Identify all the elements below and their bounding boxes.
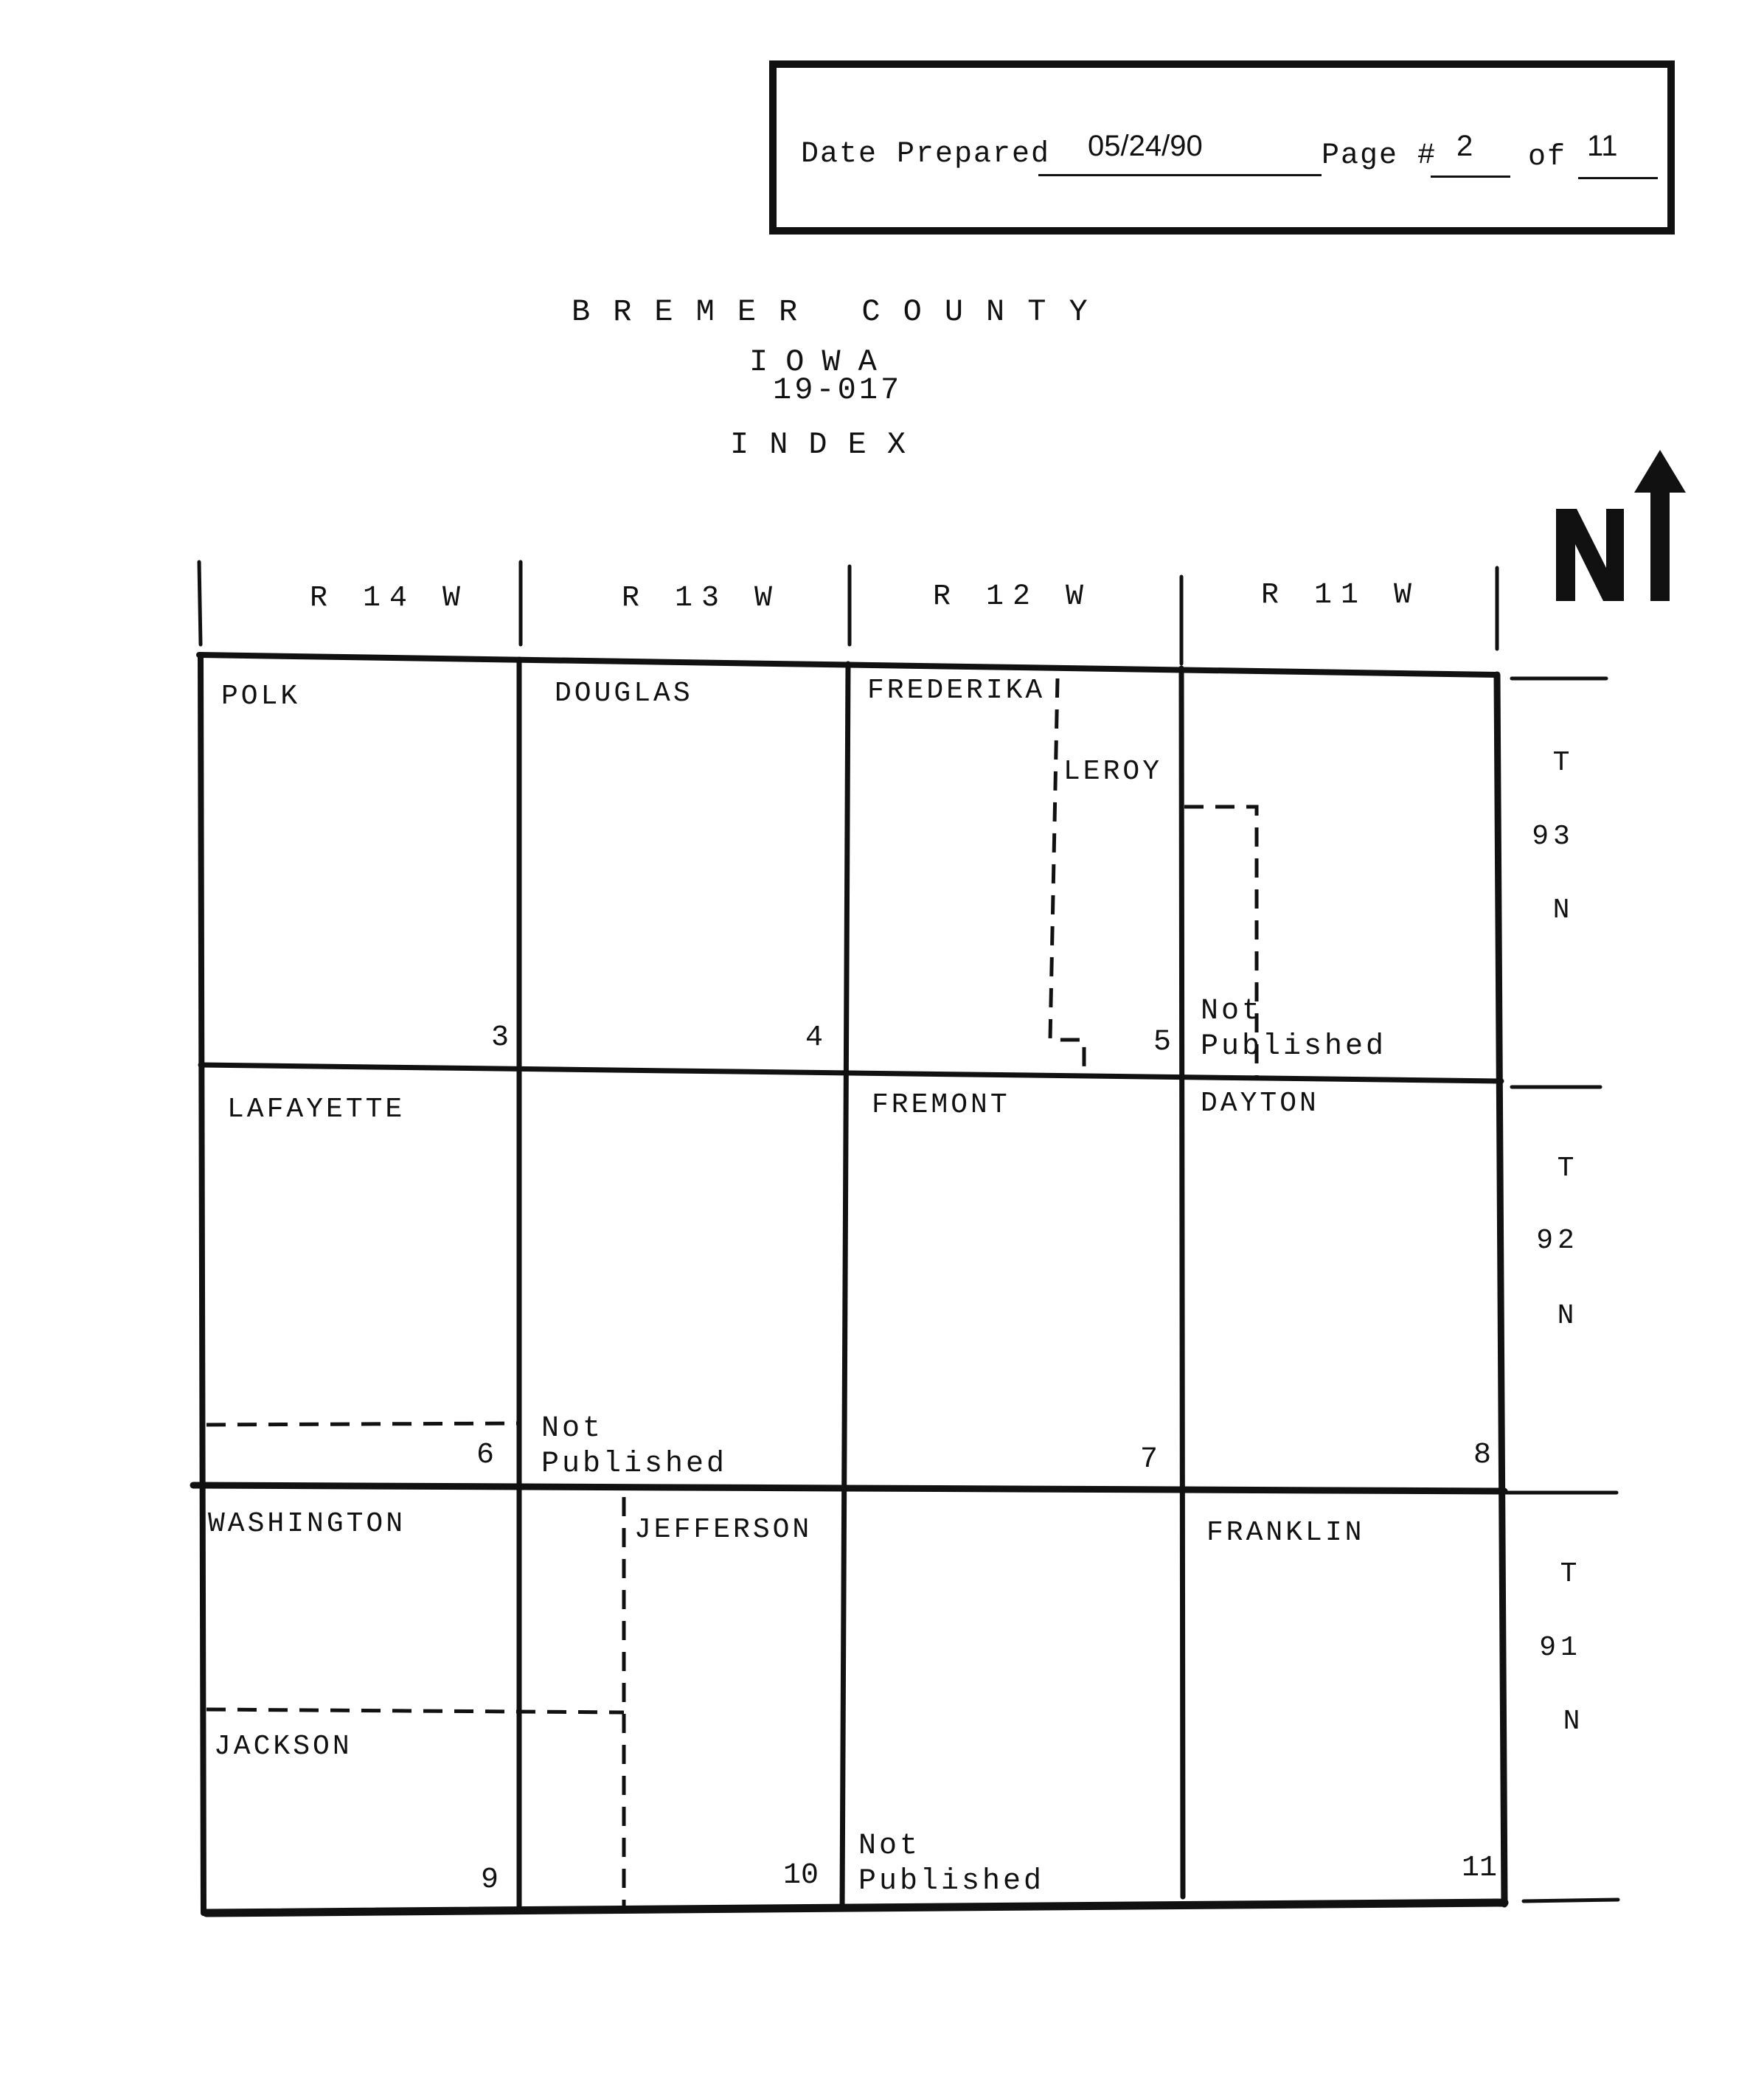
township-row-label-number: 93 [1532, 821, 1574, 853]
page-number-fremont: 7 [1140, 1443, 1159, 1476]
not-published-r12w-t91n: Not Published [858, 1830, 1045, 1898]
range-label-r12w: R 12 W [933, 580, 1093, 614]
township-row-label-t: T [1552, 747, 1574, 779]
township-leroy: LEROY [1063, 756, 1163, 788]
date-prepared-value: 05/24/90 [1088, 130, 1203, 162]
township-row-label-t: T [1557, 1153, 1579, 1184]
county-title: BREMER COUNTY [572, 294, 1111, 330]
range-label-r11w: R 11 W [1261, 579, 1421, 612]
index-title: INDEX [730, 427, 927, 462]
page-number-frederika: 5 [1153, 1026, 1172, 1059]
township-franklin: FRANKLIN [1206, 1517, 1365, 1549]
township-frederika: FREDERIKA [867, 675, 1046, 706]
of-value: 11 [1587, 130, 1618, 162]
township-row-label-number: 92 [1536, 1225, 1579, 1257]
not-published-r13w-t92n: Not Published [541, 1412, 728, 1481]
range-label-r13w: R 13 W [622, 582, 782, 615]
township-washington: WASHINGTON [208, 1508, 406, 1540]
township-fremont: FREMONT [872, 1089, 1010, 1121]
township-row-label-n: N [1552, 895, 1574, 926]
page-number-douglas: 4 [805, 1021, 824, 1055]
township-lafayette: LAFAYETTE [227, 1094, 406, 1125]
range-label-r14w: R 14 W [310, 582, 470, 615]
township-row-label-n: N [1557, 1300, 1579, 1332]
page-number-polk: 3 [491, 1021, 510, 1055]
township-jackson: JACKSON [214, 1731, 353, 1763]
page-number-jackson: 9 [481, 1864, 499, 1897]
township-dayton: DAYTON [1201, 1088, 1319, 1119]
page-value: 2 [1456, 130, 1473, 162]
township-row-label-t: T [1560, 1558, 1582, 1590]
county-code: 19-017 [773, 372, 903, 408]
township-polk: POLK [221, 681, 301, 712]
township-jefferson: JEFFERSON [634, 1514, 813, 1546]
page-number-franklin: 11 [1462, 1852, 1498, 1885]
page-number-dayton: 8 [1473, 1439, 1492, 1472]
township-row-label-number: 91 [1539, 1632, 1582, 1664]
township-douglas: DOUGLAS [555, 678, 693, 709]
state-title: IOWA [749, 344, 895, 380]
of-label: of [1528, 141, 1567, 174]
date-prepared-label: Date Prepared [801, 138, 1051, 171]
not-published-r11w-t93n: Not Published [1201, 995, 1387, 1063]
page-number-jefferson: 10 [783, 1859, 819, 1892]
page-number-lafayette: 6 [476, 1439, 495, 1472]
page-label: Page # [1322, 139, 1437, 173]
township-row-label-n: N [1563, 1706, 1585, 1737]
